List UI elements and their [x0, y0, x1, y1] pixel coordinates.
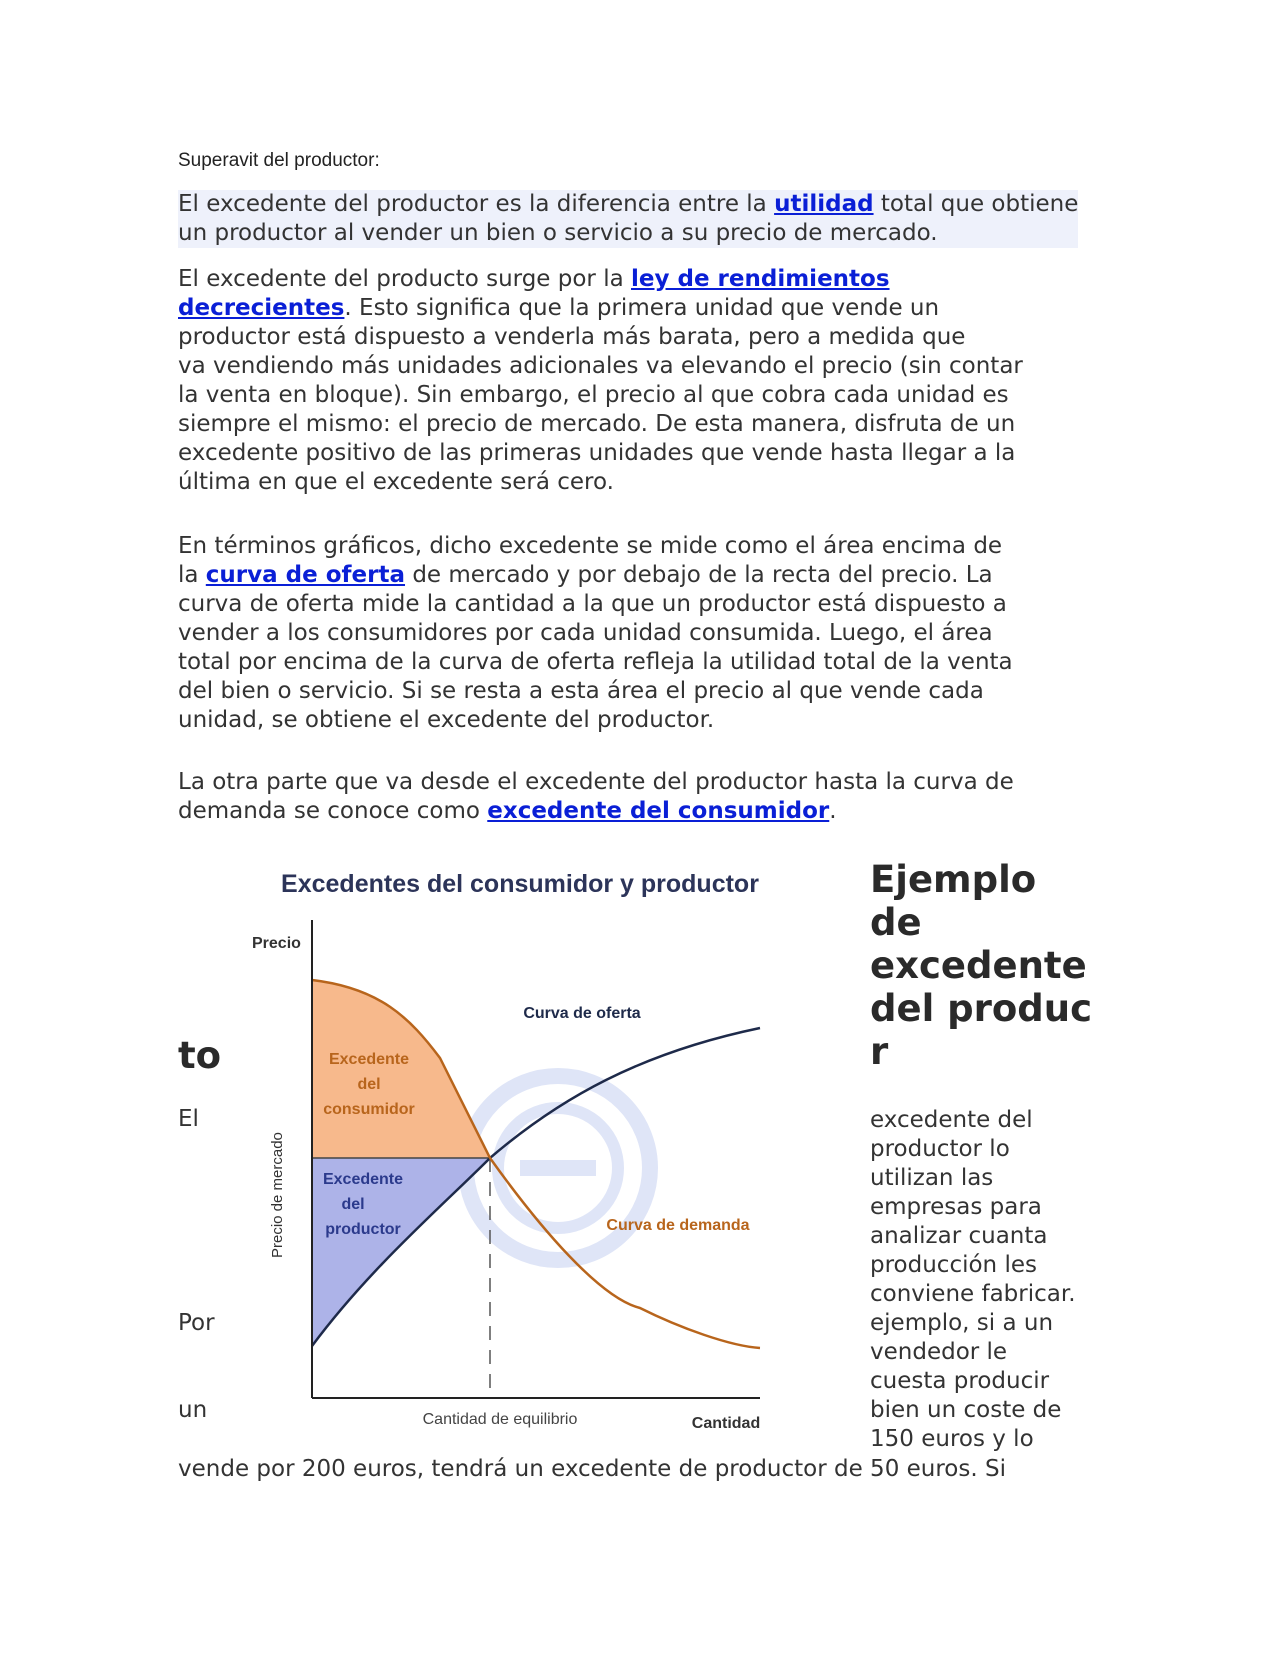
producer-surplus-label-2: del — [341, 1196, 365, 1213]
surplus-chart — [240, 858, 800, 1438]
y-axis-label-top: Precio — [252, 935, 301, 952]
consumer-surplus-label-2: del — [357, 1076, 381, 1093]
producer-surplus-label-3: productor — [325, 1221, 401, 1238]
x-marker-label: Cantidad de equilibrio — [422, 1411, 578, 1428]
x-axis-label: Cantidad — [691, 1415, 761, 1432]
chart-title: Excedentes del consumidor y productor — [281, 870, 759, 898]
example-heading-fragment: to — [178, 1034, 222, 1077]
section-heading: Superavit del productor: — [178, 150, 380, 171]
surplus-chart-svg — [240, 858, 800, 1438]
paragraph-4: La otra parte que va desde el excedente del productor hasta la curva de demanda se conoce como excedente del consumidor. — [178, 769, 1014, 824]
example-bottom-line: vende por 200 euros, tendrá un excedente de productor de 50 euros. Si — [178, 1456, 1006, 1482]
link-curva-oferta[interactable]: curva de oferta — [205, 562, 406, 588]
link-decrecientes[interactable]: decrecientes — [178, 295, 345, 321]
consumer-surplus-label-3: consumidor — [323, 1101, 415, 1118]
paragraph-3: En términos gráficos, dicho excedente se mide como el área encima de la curva de oferta de mercado y por debajo de la recta del precio. La curva de oferta mide la cantidad a la que un productor está dispuesto a vender a los consumidores por cada unidad consumida. Luego, el área total por encima de la curva de oferta refleja la utilidad total de la venta del bien o servicio. Si se resta a esta área el precio al que vende cada unidad, se obtiene el excedente del productor. — [178, 533, 1013, 733]
example-right-column: excedente del productor lo utilizan las empresas para analizar cuanta producción les conviene fabricar. ejemplo, si a un vendedor le cuesta producir bien un coste de 150 euros y lo — [870, 1107, 1076, 1452]
left-word-el: El — [178, 1106, 199, 1132]
consumer-surplus-area — [312, 980, 490, 1158]
example-heading: Ejemplo de excedente del produc r — [870, 858, 1093, 1073]
paragraph-1: El excedente del productor es la diferencia entre la utilidad total que obtiene un productor al vender un bien o servicio a su precio de mercado. — [178, 191, 1079, 246]
left-word-un: un — [178, 1397, 208, 1423]
supply-curve-label: Curva de oferta — [523, 1005, 641, 1022]
link-excedente-consumidor[interactable]: excedente del consumidor — [487, 798, 830, 824]
left-word-por: Por — [178, 1310, 215, 1336]
paragraph-2: El excedente del producto surge por la ley de rendimientos decrecientes. Esto significa que la primera unidad que vende un productor está dispuesto a venderla más barata, pero a medida que va vendiendo más unidades adicionales va elevando el precio (sin contar la venta en bloque). Sin embargo, el precio al que cobra cada unidad es siempre el mismo: el precio de mercado. De esta manera, disfruta de un excedente positivo de las primeras unidades que vende hasta llegar a la última en que el excedente será cero. — [178, 266, 1023, 495]
link-utilidad[interactable]: utilidad — [774, 191, 874, 217]
y-axis-label-side: Precio de mercado — [269, 1132, 286, 1258]
producer-surplus-label-1: Excedente — [322, 1171, 404, 1188]
link-ley-rendimientos[interactable]: ley de rendimientos — [631, 266, 890, 292]
consumer-surplus-label-1: Excedente — [328, 1051, 410, 1068]
demand-curve-label: Curva de demanda — [606, 1217, 750, 1234]
